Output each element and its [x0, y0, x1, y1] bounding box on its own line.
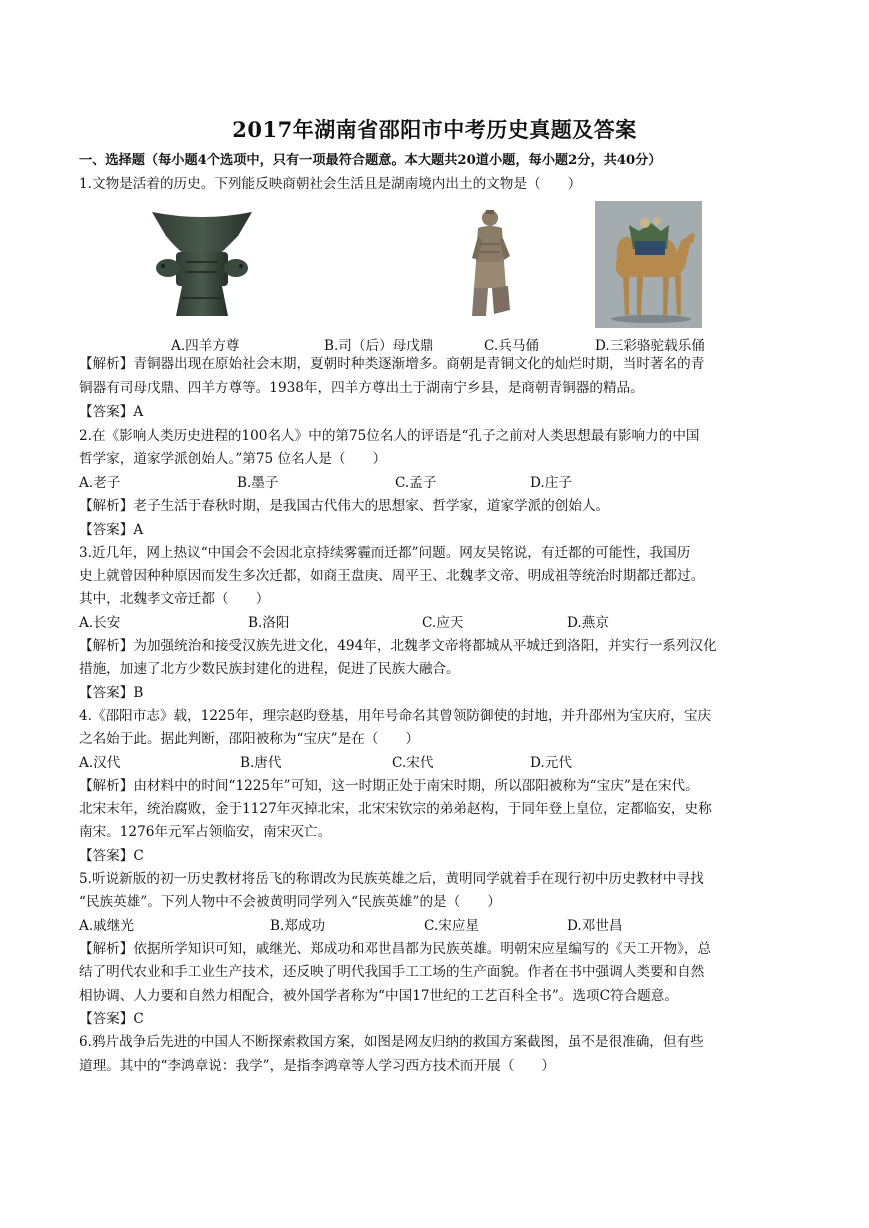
q4-stem-line-2: 之名始于此。据此判断，邵阳被称为“宝庆”是在（ ）: [79, 731, 420, 747]
q2-stem-line-1: 2.在《影响人类历史进程的100名人》中的第75位名人的评语是“孔子之前对人类思想最有影响力的中国: [79, 428, 700, 444]
q3-analysis-line-2: 措施，加速了北方少数民族封建化的进程，促进了民族大融合。: [79, 661, 460, 677]
q4-stem-line-1: 4.《邵阳市志》载，1225年，理宗赵昀登基，用年号命名其曾领防御使的封地，并升邵州为宝庆府，宝庆: [79, 708, 712, 724]
q2-option-c: C.孟子: [395, 475, 437, 491]
q1-analysis-line-1: 【解析】青铜器出现在原始社会末期，夏朝时种类逐渐增多。商朝是青铜文化的灿烂时期，当时著名的青: [79, 356, 705, 372]
q5-stem-line-1: 5.听说新版的初一历史教材将岳飞的称谓改为民族英雄之后，黄明同学就着手在现行初中历史教材中寻找: [79, 871, 704, 887]
terracotta-warrior-image: [470, 206, 512, 320]
q6-stem-line-2: 道理。其中的“李鸿章说：我学”，是指李鸿章等人学习西方技术而开展（ ）: [79, 1058, 556, 1074]
q2-option-a: A.老子: [79, 475, 121, 491]
q4-analysis-line-2: 北宋末年，统治腐败，金于1127年灭掉北宋，北宋宋钦宗的弟弟赵构，于同年登上皇位，定都临安，史称: [79, 801, 712, 817]
q4-option-a: A.汉代: [79, 755, 121, 771]
q2-option-d: D.庄子: [530, 475, 572, 491]
q5-analysis-line-1: 【解析】依据所学知识可知，戚继光、郑成功和邓世昌都为民族英雄。明朝宋应星编写的《天工开物》，总: [79, 941, 712, 957]
q2-answer: 【答案】A: [79, 522, 144, 538]
q3-stem-line-1: 3.近几年，网上热议“中国会不会因北京持续雾霾而迁都”问题。网友吴铭说，有迁都的可能性，我国历: [79, 545, 691, 561]
q3-option-d: D.燕京: [567, 615, 609, 631]
q5-analysis-line-3: 相协调、人力要和自然力相配合，被外国学者称为“中国17世纪的工艺百科全书”。选项C符合题意。: [79, 988, 678, 1004]
q3-stem-line-3: 其中，北魏孝文帝迁都（ ）: [79, 591, 270, 607]
q1-option-c: C.兵马俑: [484, 338, 540, 354]
q5-stem-line-2: “民族英雄”。下列人物中不会被黄明同学列入“民族英雄”的是（ ）: [79, 894, 502, 910]
q2-option-b: B.墨子: [237, 475, 279, 491]
q1-option-b: B.司（后）母戊鼎: [324, 338, 434, 354]
q3-stem-line-2: 史上就曾因种种原因而发生多次迁都，如商王盘庚、周平王、北魏孝文帝、明成祖等统治时期都迁都过。: [79, 568, 705, 584]
q5-option-a: A.戚继光: [79, 918, 134, 934]
q5-option-d: D.邓世昌: [567, 918, 623, 934]
q3-option-a: A.长安: [79, 615, 121, 631]
q1-answer: 【答案】A: [79, 404, 144, 420]
q3-analysis-line-1: 【解析】为加强统治和接受汉族先进文化，494年，北魏孝文帝将都城从平城迁到洛阳，并实行一系列汉化: [79, 638, 717, 654]
q3-answer: 【答案】B: [79, 685, 144, 701]
q1-analysis-line-2: 铜器有司母戊鼎、四羊方尊等。1938年，四羊方尊出土于湖南宁乡县，是商朝青铜器的精品。: [79, 380, 644, 396]
q3-option-b: B.洛阳: [248, 615, 290, 631]
q5-analysis-line-2: 结了明代农业和手工业生产技术，还反映了明代我国手工工场的生产面貌。作者在书中强调人类要和自然: [79, 964, 705, 980]
section-heading: 一、选择题（每小题4个选项中，只有一项最符合题意。本大题共20道小题，每小题2分，共40分）: [79, 153, 662, 168]
q4-analysis-line-3: 南宋。1276年元军占领临安，南宋灭亡。: [79, 824, 332, 840]
q1-option-d: D.三彩骆驼载乐俑: [595, 338, 705, 354]
q4-analysis-line-1: 【解析】由材料中的时间“1225年”可知，这一时期正处于南宋时期，所以邵阳被称为“宝庆”是在宋代。: [79, 778, 699, 794]
tri-color-camel-image: [595, 201, 702, 328]
q1-stem: 1.文物是活着的历史。下列能反映商朝社会生活且是湖南境内出土的文物是（ ）: [79, 176, 582, 192]
q5-option-c: C.宋应星: [424, 918, 480, 934]
q1-option-a: A.四羊方尊: [171, 338, 240, 354]
q5-option-b: B.郑成功: [270, 918, 326, 934]
q4-option-b: B.唐代: [240, 755, 282, 771]
q4-option-c: C.宋代: [392, 755, 434, 771]
q4-option-d: D.元代: [530, 755, 572, 771]
q2-stem-line-2: 哲学家，道家学派创始人。”第75 位名人是（ ）: [79, 451, 387, 467]
four-goat-square-zun-image: [146, 208, 258, 320]
q4-answer: 【答案】C: [79, 848, 144, 864]
q3-option-c: C.应天: [422, 615, 464, 631]
q6-stem-line-1: 6.鸦片战争后先进的中国人不断探索救国方案，如图是网友归纳的救国方案截图，虽不是很准确，但有些: [79, 1034, 704, 1050]
page-title: 2017年湖南省邵阳市中考历史真题及答案: [232, 117, 637, 142]
q2-analysis-line-1: 【解析】老子生活于春秋时期，是我国古代伟大的思想家、哲学家，道家学派的创始人。: [79, 498, 610, 514]
q5-answer: 【答案】C: [79, 1011, 144, 1027]
